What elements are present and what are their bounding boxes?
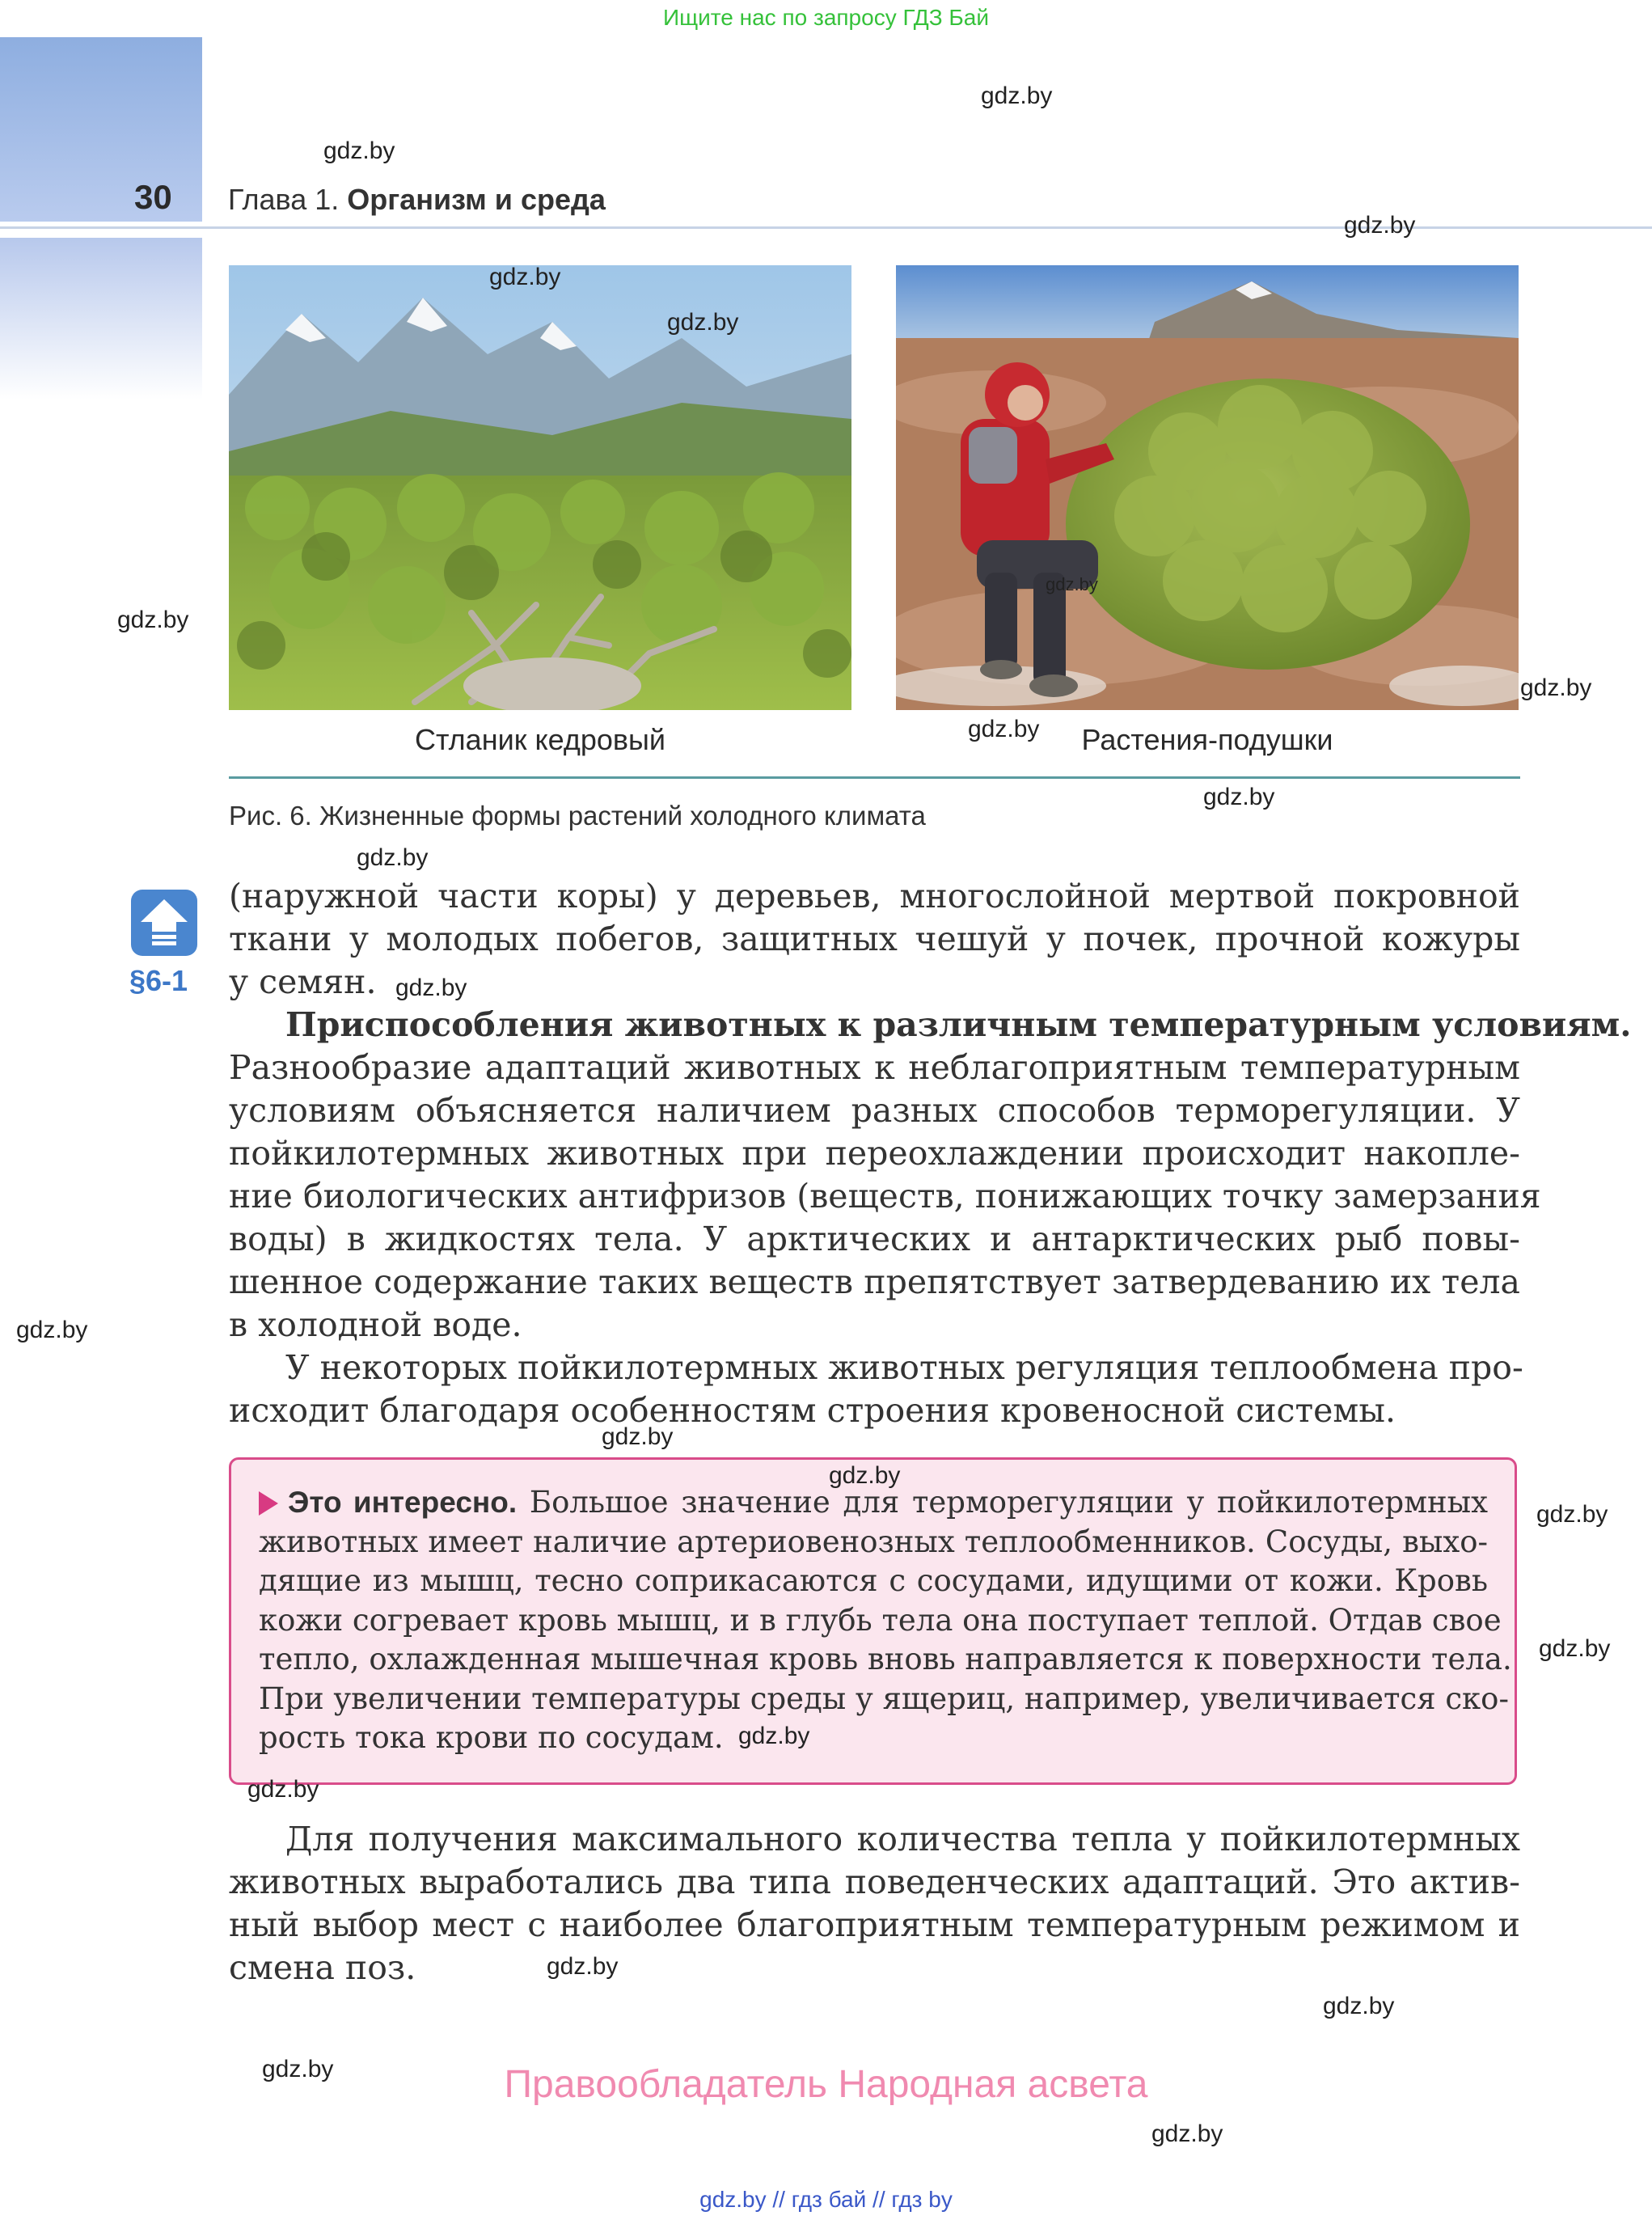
watermark: gdz.by xyxy=(357,844,429,871)
chapter-prefix: Глава 1. xyxy=(228,183,340,216)
watermark: gdz.by xyxy=(262,2056,334,2082)
text-line: тепло, охлажденная мышечная кровь вновь направляется к поверхности тела. xyxy=(259,1642,1512,1676)
interest-callout-text xyxy=(259,1483,1512,1758)
chapter-title: Организм и среда xyxy=(347,183,606,216)
footer-links[interactable]: gdz.by // гдз бай // гдз by xyxy=(699,2187,953,2212)
play-arrow-icon xyxy=(259,1491,278,1516)
watermark: gdz.by xyxy=(1046,574,1098,594)
text-line: воды) в жидкостях тела. У арктических и антарктических рыб повы- xyxy=(229,1220,1520,1258)
text-line: (наружной части коры) у деревьев, многослойной мертвой покровной xyxy=(229,877,1520,915)
text-line: Для получения максимального количества тепла у пойкилотермных xyxy=(285,1820,1520,1858)
watermark: gdz.by xyxy=(667,309,739,336)
watermark: gdz.by xyxy=(1203,784,1275,810)
page-number: 30 xyxy=(134,178,172,216)
home-arrow-icon[interactable] xyxy=(131,890,197,956)
caption-dwarf-pine: Стланик кедровый xyxy=(414,723,665,756)
watermark: gdz.by xyxy=(829,1462,901,1489)
watermark: gdz.by xyxy=(323,137,395,164)
watermark: gdz.by xyxy=(1536,1501,1608,1528)
watermark: gdz.by xyxy=(738,1723,810,1749)
text-line: пойкилотермных животных при переохлаждении происходит накопле- xyxy=(229,1134,1520,1173)
photo-dwarf-pine xyxy=(229,265,851,710)
text-line: При увеличении температуры среды у ящериц, например, увеличивается ско- xyxy=(259,1681,1509,1716)
text-line: кожи согревает кровь мышц, и в глубь тела она поступает теплой. Отдав свое xyxy=(259,1602,1502,1638)
text-line: шенное содержание таких веществ препятствует затвердеванию их тела xyxy=(229,1262,1520,1301)
text-line: смена поз. xyxy=(229,1948,416,1987)
figure-divider xyxy=(229,776,1520,779)
paragraph-circulatory xyxy=(229,1347,1523,1432)
watermark: gdz.by xyxy=(547,1953,619,1980)
interest-title: Это интересно. xyxy=(288,1486,518,1519)
caption-cushion-plants: Растения-подушки xyxy=(1081,723,1333,756)
text-line: Разнообразие адаптаций животных к неблагоприятным температурным xyxy=(229,1048,1520,1087)
paragraph-heading: Приспособления животных к различным температурным условиям. xyxy=(285,1005,1632,1044)
paragraph-behavioral xyxy=(229,1818,1520,1989)
text-line: У некоторых пойкилотермных животных регуляция теплообмена про- xyxy=(285,1348,1523,1387)
text-line: у семян. xyxy=(229,962,377,1001)
text-line: животных имеет наличие артериовенозных теплообменников. Сосуды, выхо- xyxy=(259,1524,1488,1559)
text-line: животных выработались два типа поведенческих адаптаций. Это актив- xyxy=(229,1862,1520,1901)
text-line: условиям объясняется наличием разных способов терморегуляции. У xyxy=(229,1091,1520,1130)
watermark: gdz.by xyxy=(1344,212,1416,239)
watermark: gdz.by xyxy=(247,1776,319,1803)
text-line: в холодной воде. xyxy=(229,1305,522,1344)
watermark: gdz.by xyxy=(981,82,1053,109)
text-line: ние биологических антифризов (веществ, понижающих точку замерзания xyxy=(229,1177,1541,1216)
side-tab-gradient xyxy=(0,238,202,400)
watermark: gdz.by xyxy=(1539,1635,1611,1662)
watermark: gdz.by xyxy=(395,975,467,1001)
watermark: gdz.by xyxy=(1323,1993,1395,2019)
watermark: gdz.by xyxy=(968,716,1040,742)
text-line: дящие из мышц, тесно соприкасаются с сосудами, идущими от кожи. Кровь xyxy=(259,1563,1488,1598)
watermark: gdz.by xyxy=(1151,2120,1223,2147)
figure-caption: Рис. 6. Жизненные формы растений холодного климата xyxy=(229,801,926,831)
text-line: Большое значение для терморегуляции у пойкилотермных xyxy=(529,1485,1488,1520)
paragraph-animal-adaptations xyxy=(229,1004,1632,1347)
photo-cushion-plants xyxy=(896,265,1519,710)
top-banner[interactable]: Ищите нас по запросу ГДЗ Бай xyxy=(662,5,990,30)
watermark: gdz.by xyxy=(117,607,189,633)
watermark: gdz.by xyxy=(1520,674,1592,701)
chapter-heading xyxy=(228,183,606,217)
text-line: исходит благодаря особенностям строения кровеносной системы. xyxy=(229,1391,1396,1430)
section-reference-link[interactable]: §6-1 xyxy=(129,964,188,997)
text-line: ткани у молодых побегов, защитных чешуй у почек, прочной кожуры xyxy=(229,920,1520,958)
text-line: рость тока крови по сосудам. xyxy=(259,1720,724,1755)
watermark: gdz.by xyxy=(16,1317,88,1343)
watermark: gdz.by xyxy=(489,264,561,290)
copyright-notice: Правообладатель Народная асвета xyxy=(504,2063,1148,2106)
watermark: gdz.by xyxy=(602,1423,674,1450)
text-line: ный выбор мест с наиболее благоприятным температурным режимом и xyxy=(229,1905,1520,1944)
